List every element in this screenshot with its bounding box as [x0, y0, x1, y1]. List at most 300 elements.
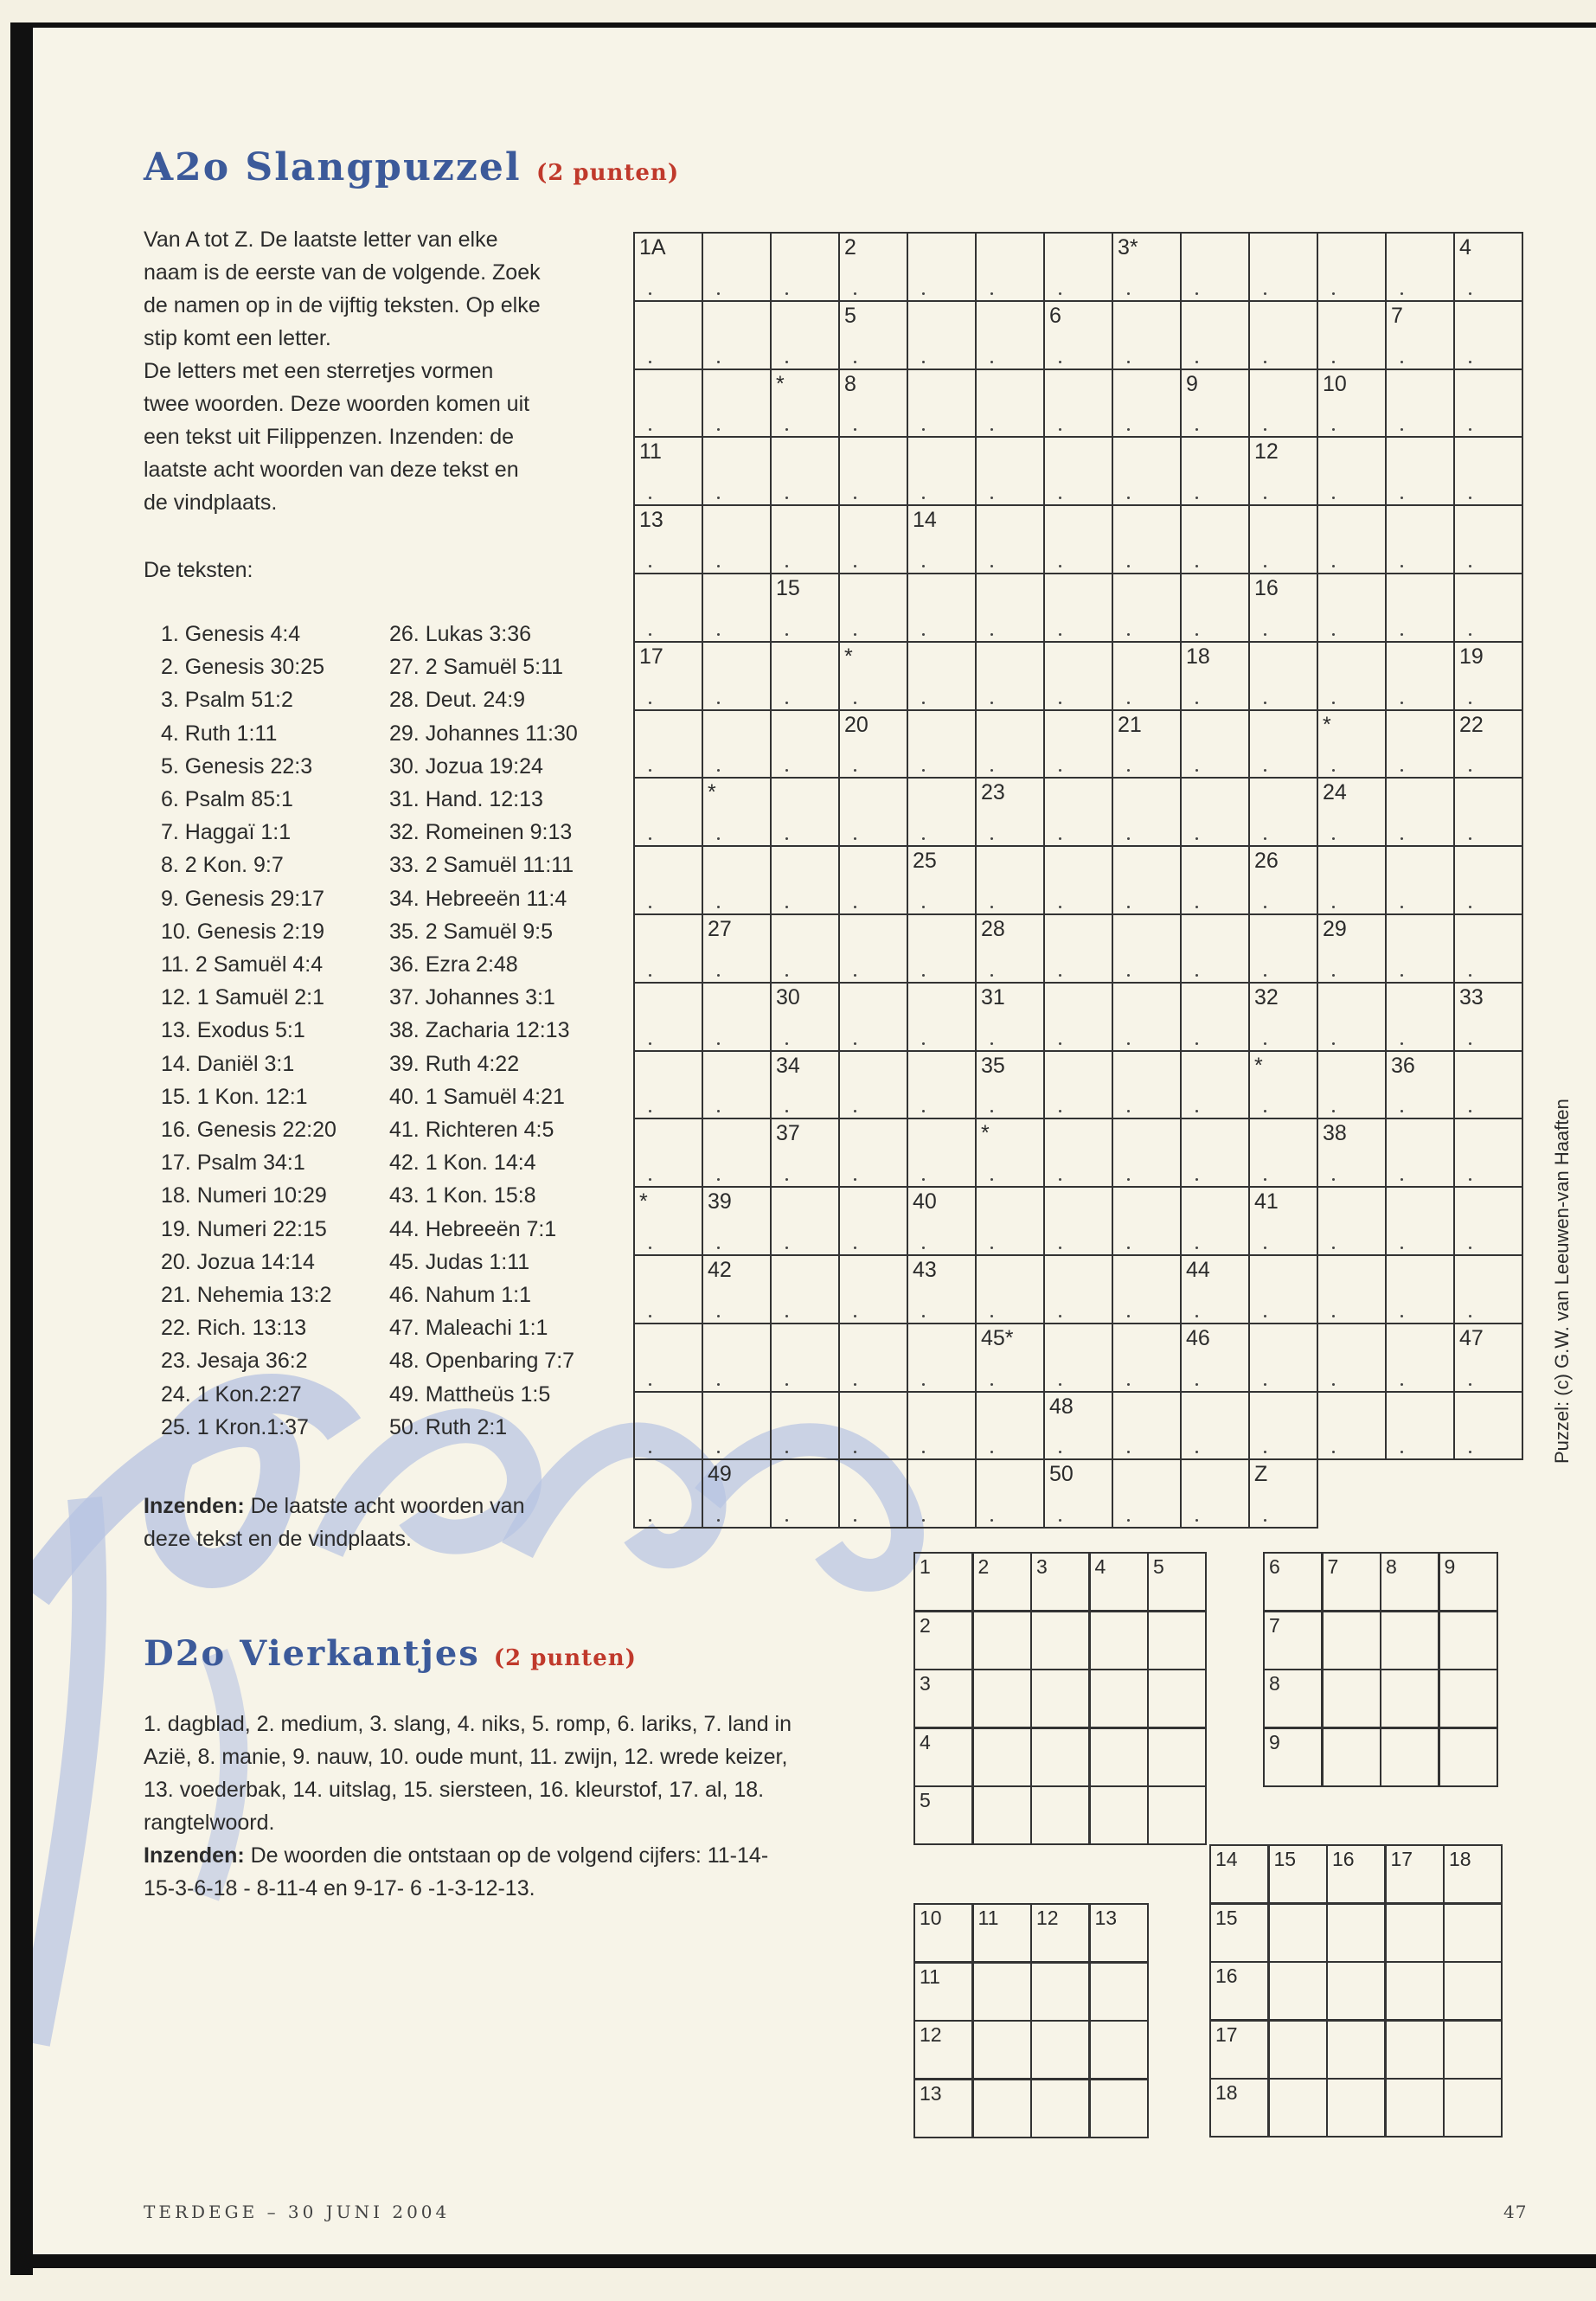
- grid-cell[interactable]: [1249, 1255, 1317, 1324]
- grid-cell[interactable]: [1249, 505, 1317, 574]
- grid-cell[interactable]: [1044, 1324, 1112, 1392]
- grid-cell[interactable]: [907, 301, 976, 369]
- grid-cell[interactable]: [1317, 1187, 1386, 1255]
- grid-cell[interactable]: [1386, 642, 1454, 710]
- grid-cell[interactable]: [1044, 1187, 1112, 1255]
- grid-cell[interactable]: [1386, 778, 1454, 846]
- grid-cell[interactable]: [976, 1324, 1044, 1392]
- grid-cell[interactable]: [976, 369, 1044, 438]
- grid-cell[interactable]: [702, 1255, 771, 1324]
- grid-cell[interactable]: [1317, 778, 1386, 846]
- grid-cell[interactable]: [1044, 1051, 1112, 1119]
- square-cell[interactable]: [1089, 1785, 1149, 1845]
- square-cell[interactable]: [1147, 1785, 1207, 1845]
- grid-cell[interactable]: [1386, 233, 1454, 301]
- grid-cell[interactable]: [1112, 301, 1181, 369]
- grid-cell[interactable]: [1044, 1459, 1112, 1528]
- grid-cell[interactable]: [1386, 1187, 1454, 1255]
- grid-cell[interactable]: [1112, 710, 1181, 779]
- square-cell[interactable]: [1089, 2079, 1149, 2138]
- grid-cell[interactable]: [1386, 846, 1454, 914]
- grid-cell[interactable]: [1112, 983, 1181, 1051]
- square-cell[interactable]: [1380, 1727, 1439, 1787]
- grid-cell[interactable]: [634, 914, 702, 983]
- grid-cell[interactable]: [976, 1187, 1044, 1255]
- grid-cell[interactable]: [771, 710, 839, 779]
- square-cell[interactable]: [1030, 2020, 1090, 2080]
- grid-cell[interactable]: [634, 710, 702, 779]
- square-cell[interactable]: [1030, 1552, 1090, 1612]
- square-cell[interactable]: [913, 1962, 973, 2022]
- square-cell[interactable]: [1322, 1727, 1381, 1787]
- grid-cell[interactable]: [1181, 574, 1249, 642]
- grid-cell[interactable]: [1249, 369, 1317, 438]
- grid-cell[interactable]: [839, 710, 907, 779]
- grid-cell[interactable]: [1249, 846, 1317, 914]
- grid-cell[interactable]: [702, 574, 771, 642]
- grid-cell[interactable]: [976, 846, 1044, 914]
- square-cell[interactable]: [1385, 1903, 1445, 1963]
- grid-cell[interactable]: [1044, 301, 1112, 369]
- square-cell[interactable]: [1268, 2020, 1328, 2080]
- square-cell[interactable]: [1030, 1903, 1090, 1963]
- grid-cell[interactable]: [1454, 301, 1522, 369]
- grid-cell[interactable]: [1386, 710, 1454, 779]
- square-cell[interactable]: [913, 1727, 973, 1787]
- grid-cell[interactable]: [1317, 505, 1386, 574]
- grid-cell[interactable]: [634, 983, 702, 1051]
- square-cell[interactable]: [1385, 2078, 1445, 2138]
- grid-cell[interactable]: [702, 914, 771, 983]
- square-cell[interactable]: [1089, 1962, 1149, 2022]
- square-cell[interactable]: [913, 1669, 973, 1728]
- square-cell[interactable]: [972, 2020, 1032, 2080]
- grid-cell[interactable]: [1112, 1118, 1181, 1187]
- grid-cell[interactable]: [907, 1187, 976, 1255]
- grid-cell[interactable]: [1249, 574, 1317, 642]
- grid-cell[interactable]: [839, 914, 907, 983]
- grid-cell[interactable]: [1181, 1255, 1249, 1324]
- grid-cell[interactable]: [1044, 642, 1112, 710]
- square-cell[interactable]: [1089, 1727, 1149, 1787]
- grid-cell[interactable]: [1112, 1459, 1181, 1528]
- grid-cell[interactable]: [702, 369, 771, 438]
- grid-cell[interactable]: [634, 1459, 702, 1528]
- grid-cell[interactable]: [1181, 1187, 1249, 1255]
- grid-cell[interactable]: [1044, 846, 1112, 914]
- grid-cell[interactable]: [702, 778, 771, 846]
- grid-cell[interactable]: [1181, 710, 1249, 779]
- grid-cell[interactable]: [839, 1324, 907, 1392]
- grid-cell[interactable]: [839, 1051, 907, 1119]
- square-cell[interactable]: [1089, 1903, 1149, 1963]
- grid-cell[interactable]: [907, 778, 976, 846]
- grid-cell[interactable]: [907, 437, 976, 505]
- grid-cell[interactable]: [839, 437, 907, 505]
- grid-cell[interactable]: [1249, 233, 1317, 301]
- grid-cell[interactable]: [1044, 505, 1112, 574]
- square-cell[interactable]: [1147, 1727, 1207, 1787]
- grid-cell[interactable]: [1112, 1324, 1181, 1392]
- grid-cell[interactable]: [634, 1255, 702, 1324]
- grid-cell[interactable]: [634, 846, 702, 914]
- square-cell[interactable]: [1322, 1611, 1381, 1670]
- grid-cell[interactable]: [1386, 1118, 1454, 1187]
- grid-cell[interactable]: [839, 574, 907, 642]
- grid-cell[interactable]: [771, 301, 839, 369]
- grid-cell[interactable]: [907, 1255, 976, 1324]
- square-cell[interactable]: [1385, 2020, 1445, 2080]
- square-cell[interactable]: [1326, 1844, 1386, 1904]
- square-cell[interactable]: [913, 1552, 973, 1612]
- square-cell[interactable]: [1030, 1669, 1090, 1728]
- grid-cell[interactable]: [1317, 1051, 1386, 1119]
- square-cell[interactable]: [1089, 1611, 1149, 1670]
- grid-cell[interactable]: [907, 983, 976, 1051]
- grid-cell[interactable]: [1454, 1051, 1522, 1119]
- grid-cell[interactable]: [907, 642, 976, 710]
- grid-cell[interactable]: [839, 778, 907, 846]
- grid-cell[interactable]: [1249, 437, 1317, 505]
- grid-cell[interactable]: [1249, 983, 1317, 1051]
- grid-cell[interactable]: [1044, 914, 1112, 983]
- grid-cell[interactable]: [1317, 1255, 1386, 1324]
- grid-cell[interactable]: [1249, 1187, 1317, 1255]
- grid-cell[interactable]: [1181, 642, 1249, 710]
- square-cell[interactable]: [1443, 2020, 1503, 2080]
- grid-cell[interactable]: [1112, 1051, 1181, 1119]
- grid-cell[interactable]: [1249, 1051, 1317, 1119]
- grid-cell[interactable]: [1181, 505, 1249, 574]
- grid-cell[interactable]: [1386, 1392, 1454, 1460]
- grid-cell[interactable]: [976, 437, 1044, 505]
- grid-cell[interactable]: [1386, 1324, 1454, 1392]
- grid-cell[interactable]: [702, 1187, 771, 1255]
- grid-cell[interactable]: [771, 1118, 839, 1187]
- grid-cell[interactable]: [771, 846, 839, 914]
- square-cell[interactable]: [1030, 1611, 1090, 1670]
- grid-cell[interactable]: [907, 1118, 976, 1187]
- grid-cell[interactable]: [976, 1392, 1044, 1460]
- grid-cell[interactable]: [1112, 642, 1181, 710]
- grid-cell[interactable]: [976, 233, 1044, 301]
- grid-cell[interactable]: [1454, 1324, 1522, 1392]
- grid-cell[interactable]: [1044, 1118, 1112, 1187]
- grid-cell[interactable]: [1249, 1324, 1317, 1392]
- grid-cell[interactable]: [771, 914, 839, 983]
- grid-cell[interactable]: [771, 1459, 839, 1528]
- grid-cell[interactable]: [976, 505, 1044, 574]
- grid-cell[interactable]: [1112, 846, 1181, 914]
- grid-cell[interactable]: [1181, 437, 1249, 505]
- grid-cell[interactable]: [771, 1324, 839, 1392]
- grid-cell[interactable]: [839, 369, 907, 438]
- grid-cell[interactable]: [1454, 505, 1522, 574]
- square-cell[interactable]: [1147, 1669, 1207, 1728]
- grid-cell[interactable]: [839, 1187, 907, 1255]
- grid-cell[interactable]: [1317, 1118, 1386, 1187]
- grid-cell[interactable]: [1181, 914, 1249, 983]
- grid-cell[interactable]: [1454, 1392, 1522, 1460]
- square-cell[interactable]: [972, 1727, 1032, 1787]
- grid-cell[interactable]: [1181, 1051, 1249, 1119]
- grid-cell[interactable]: [1454, 983, 1522, 1051]
- grid-cell[interactable]: [771, 233, 839, 301]
- grid-cell[interactable]: [839, 301, 907, 369]
- grid-cell[interactable]: [907, 1051, 976, 1119]
- square-cell[interactable]: [1380, 1669, 1439, 1728]
- grid-cell[interactable]: [1181, 233, 1249, 301]
- grid-cell[interactable]: [1249, 301, 1317, 369]
- grid-cell[interactable]: [1454, 846, 1522, 914]
- square-cell[interactable]: [913, 1903, 973, 1963]
- grid-cell[interactable]: [702, 846, 771, 914]
- grid-cell[interactable]: [1317, 710, 1386, 779]
- grid-cell[interactable]: [634, 1324, 702, 1392]
- grid-cell[interactable]: [634, 437, 702, 505]
- grid-cell[interactable]: [839, 1118, 907, 1187]
- square-cell[interactable]: [1209, 1903, 1269, 1963]
- square-cell[interactable]: [972, 1611, 1032, 1670]
- grid-cell[interactable]: [907, 1459, 976, 1528]
- grid-cell[interactable]: [976, 1051, 1044, 1119]
- grid-cell[interactable]: [702, 642, 771, 710]
- grid-cell[interactable]: [1317, 1392, 1386, 1460]
- grid-cell[interactable]: [1454, 778, 1522, 846]
- square-cell[interactable]: [1439, 1727, 1498, 1787]
- square-cell[interactable]: [913, 1785, 973, 1845]
- grid-cell[interactable]: [1044, 369, 1112, 438]
- grid-cell[interactable]: [976, 1255, 1044, 1324]
- grid-cell[interactable]: [1454, 1187, 1522, 1255]
- square-cell[interactable]: [1263, 1552, 1323, 1612]
- grid-cell[interactable]: [771, 1051, 839, 1119]
- grid-cell[interactable]: [634, 778, 702, 846]
- grid-cell[interactable]: [976, 778, 1044, 846]
- grid-cell[interactable]: [1181, 983, 1249, 1051]
- grid-cell[interactable]: [771, 1392, 839, 1460]
- square-cell[interactable]: [1385, 1844, 1445, 1904]
- square-cell[interactable]: [913, 2079, 973, 2138]
- square-cell[interactable]: [1030, 1727, 1090, 1787]
- grid-cell[interactable]: [1317, 233, 1386, 301]
- square-cell[interactable]: [1439, 1669, 1498, 1728]
- grid-cell[interactable]: [976, 642, 1044, 710]
- grid-cell[interactable]: [634, 1051, 702, 1119]
- grid-cell[interactable]: [1386, 1255, 1454, 1324]
- grid-cell[interactable]: [1249, 914, 1317, 983]
- grid-cell[interactable]: [1386, 983, 1454, 1051]
- grid-cell[interactable]: [1386, 505, 1454, 574]
- grid-cell[interactable]: [634, 1118, 702, 1187]
- grid-cell[interactable]: [907, 1324, 976, 1392]
- grid-cell[interactable]: [907, 846, 976, 914]
- square-cell[interactable]: [1209, 2020, 1269, 2080]
- square-cell[interactable]: [1089, 2020, 1149, 2080]
- grid-cell[interactable]: [1317, 846, 1386, 914]
- grid-cell[interactable]: [1044, 1392, 1112, 1460]
- grid-cell[interactable]: [771, 369, 839, 438]
- grid-cell[interactable]: [1317, 574, 1386, 642]
- grid-cell[interactable]: [907, 369, 976, 438]
- square-cell[interactable]: [1443, 2078, 1503, 2138]
- grid-cell[interactable]: [1181, 369, 1249, 438]
- grid-cell[interactable]: [1181, 1118, 1249, 1187]
- grid-cell[interactable]: [634, 505, 702, 574]
- square-cell[interactable]: [972, 1669, 1032, 1728]
- square-cell[interactable]: [1326, 1903, 1386, 1963]
- grid-cell[interactable]: [839, 642, 907, 710]
- grid-cell[interactable]: [1454, 642, 1522, 710]
- grid-cell[interactable]: [839, 1392, 907, 1460]
- grid-cell[interactable]: [702, 437, 771, 505]
- grid-cell[interactable]: [1112, 505, 1181, 574]
- square-cell[interactable]: [1443, 1961, 1503, 2021]
- grid-cell[interactable]: [1317, 437, 1386, 505]
- square-cell[interactable]: [1209, 1961, 1269, 2021]
- grid-cell[interactable]: [702, 233, 771, 301]
- grid-cell[interactable]: [1112, 233, 1181, 301]
- grid-cell[interactable]: [1044, 233, 1112, 301]
- grid-cell[interactable]: [1112, 437, 1181, 505]
- grid-cell[interactable]: [1386, 914, 1454, 983]
- grid-cell[interactable]: [634, 233, 702, 301]
- grid-cell[interactable]: [907, 574, 976, 642]
- grid-cell[interactable]: [702, 710, 771, 779]
- square-cell[interactable]: [1030, 2079, 1090, 2138]
- grid-cell[interactable]: [907, 233, 976, 301]
- grid-cell[interactable]: [839, 983, 907, 1051]
- grid-cell[interactable]: [907, 1392, 976, 1460]
- grid-cell[interactable]: [907, 914, 976, 983]
- square-cell[interactable]: [1380, 1611, 1439, 1670]
- grid-cell[interactable]: [907, 505, 976, 574]
- grid-cell[interactable]: [1044, 710, 1112, 779]
- grid-cell[interactable]: [976, 710, 1044, 779]
- grid-cell[interactable]: [1249, 642, 1317, 710]
- square-cell[interactable]: [972, 1785, 1032, 1845]
- square-cell[interactable]: [1439, 1552, 1498, 1612]
- square-cell[interactable]: [1380, 1552, 1439, 1612]
- grid-cell[interactable]: [1317, 642, 1386, 710]
- grid-cell[interactable]: [976, 1118, 1044, 1187]
- grid-cell[interactable]: [1181, 1459, 1249, 1528]
- grid-cell[interactable]: [1454, 1255, 1522, 1324]
- grid-cell[interactable]: [634, 301, 702, 369]
- grid-cell[interactable]: [839, 1459, 907, 1528]
- grid-cell[interactable]: [839, 233, 907, 301]
- square-cell[interactable]: [972, 1552, 1032, 1612]
- grid-cell[interactable]: [771, 574, 839, 642]
- grid-cell[interactable]: [1317, 1324, 1386, 1392]
- square-cell[interactable]: [1263, 1727, 1323, 1787]
- square-cell[interactable]: [1439, 1611, 1498, 1670]
- square-cell[interactable]: [1322, 1669, 1381, 1728]
- grid-cell[interactable]: [702, 1051, 771, 1119]
- grid-cell[interactable]: [634, 1187, 702, 1255]
- grid-cell[interactable]: [771, 1255, 839, 1324]
- grid-cell[interactable]: [1386, 1051, 1454, 1119]
- grid-cell[interactable]: [907, 710, 976, 779]
- grid-cell[interactable]: [839, 505, 907, 574]
- grid-cell[interactable]: [634, 1392, 702, 1460]
- square-cell[interactable]: [1268, 1844, 1328, 1904]
- grid-cell[interactable]: [1112, 369, 1181, 438]
- grid-cell[interactable]: [1181, 846, 1249, 914]
- square-cell[interactable]: [1326, 2020, 1386, 2080]
- grid-cell[interactable]: [1181, 1392, 1249, 1460]
- grid-cell[interactable]: [1044, 574, 1112, 642]
- grid-cell[interactable]: [1044, 983, 1112, 1051]
- grid-cell[interactable]: [702, 1118, 771, 1187]
- grid-cell[interactable]: [1454, 1118, 1522, 1187]
- grid-cell[interactable]: [976, 301, 1044, 369]
- grid-cell[interactable]: [1317, 914, 1386, 983]
- grid-cell[interactable]: [1112, 1392, 1181, 1460]
- square-cell[interactable]: [1263, 1611, 1323, 1670]
- square-cell[interactable]: [1443, 1903, 1503, 1963]
- grid-cell[interactable]: [771, 1187, 839, 1255]
- grid-cell[interactable]: [1112, 1187, 1181, 1255]
- grid-cell[interactable]: [702, 983, 771, 1051]
- grid-cell[interactable]: [839, 1255, 907, 1324]
- square-cell[interactable]: [1030, 1785, 1090, 1845]
- grid-cell[interactable]: [702, 1459, 771, 1528]
- grid-cell[interactable]: [634, 369, 702, 438]
- grid-cell[interactable]: [1112, 574, 1181, 642]
- square-cell[interactable]: [972, 1903, 1032, 1963]
- square-cell[interactable]: [1443, 1844, 1503, 1904]
- grid-cell[interactable]: [1317, 301, 1386, 369]
- grid-cell[interactable]: [1454, 437, 1522, 505]
- grid-cell[interactable]: [976, 574, 1044, 642]
- square-cell[interactable]: [1385, 1961, 1445, 2021]
- grid-cell[interactable]: [634, 574, 702, 642]
- grid-cell[interactable]: [976, 983, 1044, 1051]
- square-cell[interactable]: [1147, 1611, 1207, 1670]
- grid-cell[interactable]: [1181, 301, 1249, 369]
- grid-cell[interactable]: [1454, 710, 1522, 779]
- grid-cell[interactable]: [702, 1324, 771, 1392]
- square-cell[interactable]: [913, 2020, 973, 2080]
- square-cell[interactable]: [1268, 1903, 1328, 1963]
- grid-cell[interactable]: [1044, 778, 1112, 846]
- square-cell[interactable]: [1268, 2078, 1328, 2138]
- grid-cell[interactable]: [839, 846, 907, 914]
- square-cell[interactable]: [1209, 1844, 1269, 1904]
- grid-cell[interactable]: [1249, 778, 1317, 846]
- grid-cell[interactable]: [771, 642, 839, 710]
- grid-cell[interactable]: [1112, 778, 1181, 846]
- square-cell[interactable]: [1089, 1552, 1149, 1612]
- grid-cell[interactable]: [976, 1459, 1044, 1528]
- grid-cell[interactable]: [1249, 1118, 1317, 1187]
- grid-cell[interactable]: [771, 437, 839, 505]
- grid-cell[interactable]: [1044, 1255, 1112, 1324]
- grid-cell[interactable]: [1112, 914, 1181, 983]
- grid-cell[interactable]: [976, 914, 1044, 983]
- grid-cell[interactable]: [1386, 369, 1454, 438]
- grid-cell[interactable]: [771, 778, 839, 846]
- grid-cell[interactable]: [1317, 369, 1386, 438]
- grid-cell[interactable]: [1181, 1324, 1249, 1392]
- grid-cell[interactable]: [702, 1392, 771, 1460]
- grid-cell[interactable]: [702, 301, 771, 369]
- grid-cell[interactable]: [1454, 233, 1522, 301]
- grid-cell[interactable]: [1454, 914, 1522, 983]
- grid-cell[interactable]: [1454, 574, 1522, 642]
- grid-cell[interactable]: [1386, 301, 1454, 369]
